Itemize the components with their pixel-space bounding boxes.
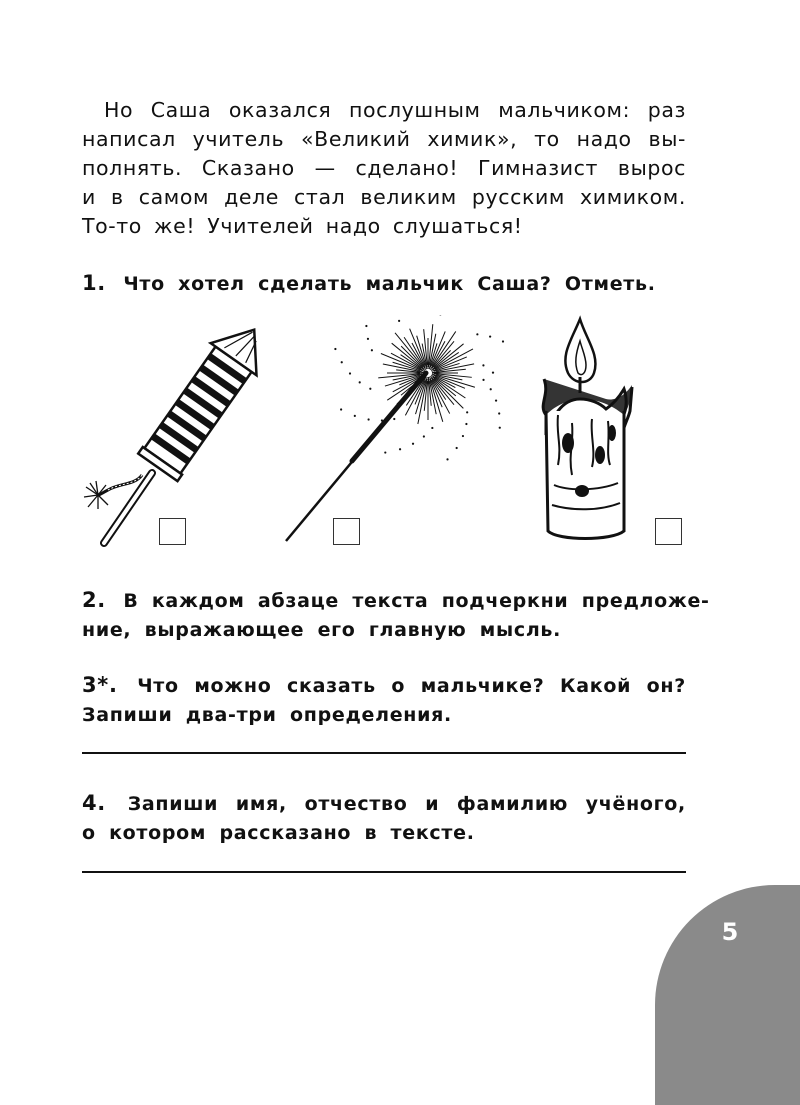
intro-paragraph — [82, 96, 686, 241]
checkbox-candle[interactable] — [655, 518, 682, 545]
rocket-firework-icon — [80, 315, 280, 547]
task-1 — [82, 269, 686, 299]
task-text: ние, выражающее его главную мысль. — [82, 616, 686, 645]
intro-line: написал учитель «Великий химик», то надо вы- — [82, 125, 686, 154]
checkbox-rocket[interactable] — [159, 518, 186, 545]
answer-line[interactable] — [82, 871, 686, 873]
answer-line[interactable] — [82, 752, 686, 754]
checkbox-sparkler[interactable] — [333, 518, 360, 545]
intro-line: Но Саша оказался послушным мальчиком: раз — [82, 96, 686, 125]
task-3 — [82, 671, 686, 730]
intro-line: То-то же! Учителей надо слушаться! — [82, 212, 686, 241]
candle-icon — [528, 315, 648, 547]
task-text: Запиши имя, отчество и фамилию учёного, — [128, 793, 686, 815]
task-number: 2. — [82, 588, 106, 612]
task-number: 3*. — [82, 673, 118, 697]
intro-line: и в самом деле стал великим русским химиком. — [82, 183, 686, 212]
task-2 — [82, 586, 686, 645]
task-text: Что можно сказать о мальчике? Какой он? — [137, 675, 686, 697]
intro-line: полнять. Сказано — сделано! Гимназист вырос — [82, 154, 686, 183]
task-text: Запиши два-три определения. — [82, 701, 686, 730]
task-text: о котором рассказано в тексте. — [82, 819, 686, 848]
task-number: 1. — [82, 271, 106, 295]
page-number: 5 — [700, 918, 760, 946]
task-number: 4. — [82, 791, 106, 815]
sparkler-icon — [280, 315, 510, 547]
task-text: Что хотел сделать мальчик Саша? Отметь. — [123, 273, 655, 295]
task-text: В каждом абзаце текста подчеркни предложе- — [123, 590, 709, 612]
task-4 — [82, 789, 686, 848]
